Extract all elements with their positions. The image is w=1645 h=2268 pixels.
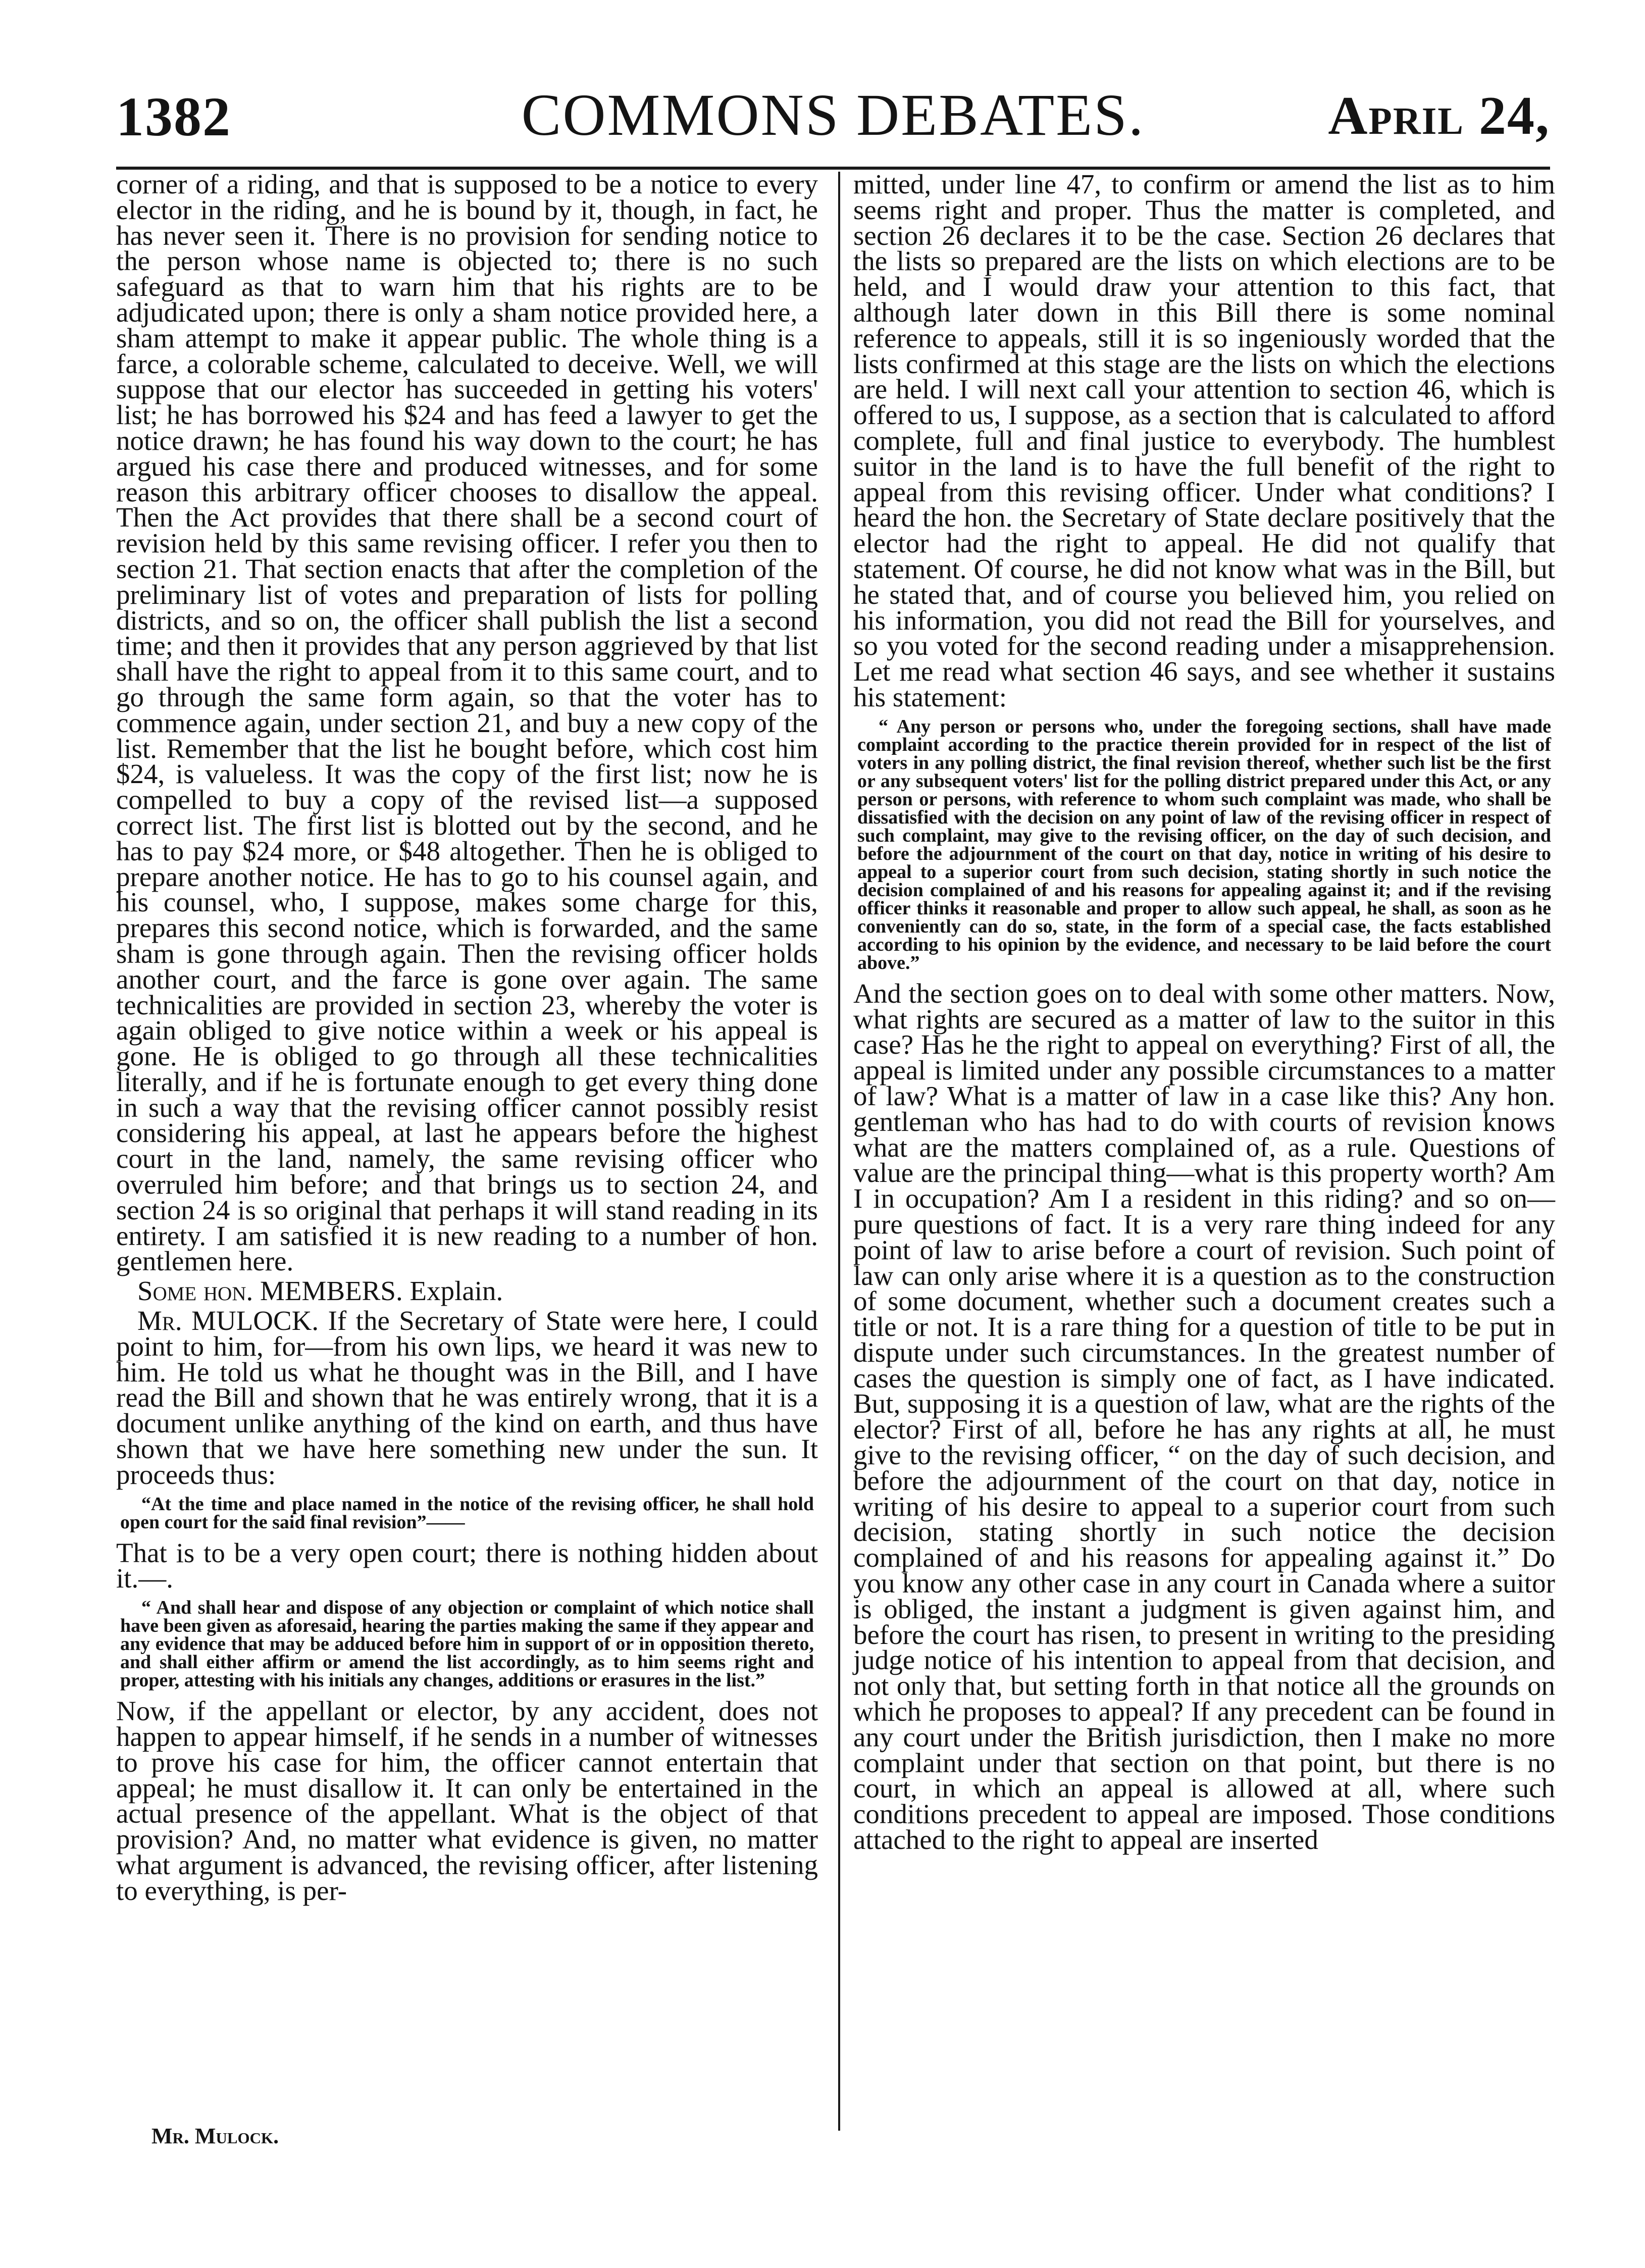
page-date: April 24, (1328, 86, 1550, 146)
speech-text: If the Secretary of State were here, I could point to him, for—from his own lips, we heard it was new to him. He told us what he thought was in the Bill, and I have read the Bill and shown that he was entirely wrong, that it is a document unlike anything of the kind on earth, and thus have shown that we have here something new under the sun. It proceeds thus: (116, 1305, 818, 1490)
speaker-name: Mr. MULOCK. (137, 1305, 319, 1336)
journal-title: COMMONS DEBATES. (521, 82, 1145, 148)
paragraph: And the section goes on to deal with some other matters. Now, what rights are secured as a matter of law to the suitor in this case? Has he the right to appeal on everything? First of all, the appeal is limited under any possible circumstances to a matter of law? What is a matter of law in a case like this? Any hon. gentleman who has had to do with courts of revision knows what are the matters complained of, as a rule. Questions of value are the principal thing—what is this property worth? Am I in occupation? Am I a resident in this riding? and so on—pure questions of fact. It is a very rare thing indeed for any point of law to arise before a court of revision. Such point of law can only arise where it is a question as to the construction of some document, whether such a document creates such a title or not. It is a rare thing for a question of title to be put in dispute under such circumstances. In the greatest number of cases the question is simply one of fact, as I have indicated. But, supposing it is a question of law, what are the rights of the elector? First of all, before he has any rights at all, he must give to the revising officer, “ on the day of such decision, and before the adjournment of the court on that day, notice in writing of his desire to appeal to a superior court from such decision, stating shortly in such notice the decision complained of and his reasons for appealing against it.” Do you know any other case in any court in Canada where a suitor is obliged, the instant a judgment is given against him, and before the court has risen, to present in writing to the presiding judge notice of his intention to appeal from that decision, and not only that, but setting forth in that notice all the grounds on which he proposes to appeal? If any precedent can be found in any court under the British jurisdiction, then I make no more complaint under that section on that point, but there is no court, in which an appeal is allowed at all, where such conditions precedent to appeal are imposed. Those conditions attached to the right to appeal are inserted (853, 977, 1555, 1855)
paragraph: Now, if the appellant or elector, by any accident, does not happen to appear himself, if he sends in a number of witnesses to prove his case for him, the officer cannot entertain that appeal; he must disallow it. It can only be entertained in the actual presence of the appellant. What is the object of that provision? And, no matter what evidence is given, no matter what argument is advanced, the revising officer, after listening to everything, is per- (116, 1695, 818, 1906)
left-column (116, 169, 818, 1908)
page-header (116, 81, 1550, 157)
paragraph (116, 1305, 818, 1490)
quoted-passage: “ Any person or persons who, under the foregoing sections, shall have made complaint according to the practice therein provided for in respect of the list of voters in any polling district, the final revision thereof, whether such list be the first or any subsequent voters' list for the polling district prepared under this Act, or any person or persons, with reference to whom such complaint was made, who shall be dissatisfied with the decision on any point of law of the revising officer in respect of such complaint, may give to the revising officer, on the day of such decision, and before the adjournment of the court on that day, notice in writing of his desire to appeal to a superior court from such decision, stating shortly in such notice the decision complained of and his reasons for appealing against it; and if the revising officer thinks it reasonable and proper to allow such appeal, he shall, as soon as he conveniently can do so, state, in the form of a special case, the facts established according to his opinion by the evidence, and necessary to be laid before the court above.” (857, 715, 1551, 973)
right-column (853, 169, 1555, 1857)
speaker-name: Some hon. MEMBERS. (137, 1275, 403, 1307)
quoted-passage: “At the time and place named in the notice of the revising officer, he shall hold open court for the said final revision”—— (120, 1493, 814, 1533)
paragraph (116, 1275, 818, 1307)
paragraph: That is to be a very open court; there is nothing hidden about it.—. (116, 1537, 818, 1594)
page-number: 1382 (116, 86, 231, 147)
paragraph: corner of a riding, and that is supposed to be a notice to every elector in the riding, and he is bound by it, though, in fact, he has never seen it. There is no provision for sending notice to the person whose name is objected to; there is no such safeguard as that to warn him that his rights are to be adjudicated upon; there is only a sham notice provided here, a sham attempt to make it appear public. The whole thing is a farce, a colorable scheme, calculated to deceive. Well, we will suppose that our elector has succeeded in getting his voters' list; he has borrowed his $24 and has feed a lawyer to get the notice drawn; he has found his way down to the court; he has argued his case there and produced witnesses, and for some reason this arbitrary officer chooses to disallow the appeal. Then the Act provides that there shall be a second court of revision held by this same revising officer. I refer you then to section 21. That section enacts that after the completion of the preliminary list of votes and preparation of lists for polling districts, and so on, the officer shall publish the list a second time; and then it provides that any person aggrieved by that list shall have the right to appeal from it to this same court, and to go through the same form again, so that the voter has to commence again, under section 21, and buy a new copy of the list. Remember that the list he bought before, which cost him $24, is valueless. It was the copy of the first list; now he is compelled to buy a copy of the revised list—a supposed correct list. The first list is blotted out by the second, and he has to pay $24 more, or $48 altogether. Then he is obliged to prepare another notice. He has to go to his counsel again, and his counsel, who, I suppose, makes some charge for this, prepares this second notice, which is forwarded, and the same sham is gone through again. Then the revising officer holds another court, and the farce is gone over again. The same technicalities are provided in section 23, whereby the voter is again obliged to give notice within a week or his appeal is gone. He is obliged to go through all these technicalities literally, and if he is fortunate enough to get every thing done in such a way that the revising officer cannot possibly resist considering his appeal, at last he appears before the highest court in the land, namely, the same revising officer who overruled him before; and that brings us to section 24, and section 24 is so original that perhaps it will stand reading in its entirety. I am satisfied it is new reading to a number of hon. gentlemen here. (116, 169, 818, 1277)
footer-speaker-name: Mr. Mulock. (151, 2124, 279, 2148)
paragraph: mitted, under line 47, to confirm or amend the list as to him seems right and proper. Thus the matter is completed, and section 26 declares it to be the case. Section 26 declares that the lists so prepared are the lists on which elections are to be held, and I would draw your attention to this fact, that although later down in this Bill there is some nominal reference to appeals, still it is so ingeniously worded that the lists confirmed at this stage are the lists on which the elections are held. I will next call your attention to section 46, which is offered to us, I suppose, as a section that is calculated to afford complete, full and final justice to everybody. The humblest suitor in the land is to have the full benefit of the right to appeal from this revising officer. Under what conditions? I heard the hon. the Secretary of State declare positively that the elector had the right to appeal. He did not qualify that statement. Of course, he did not know what was in the Bill, but he stated that, and of course you believed him, you relied on his information, you did not read the Bill for yourselves, and so you voted for the second reading under a misapprehension. Let me read what section 46 says, and see whether it sustains his statement: (853, 169, 1555, 712)
column-divider (838, 172, 840, 2131)
quoted-passage: “ And shall hear and dispose of any objection or complaint of which notice shall have been given as aforesaid, hearing the parties making the same if they appear and any evidence that may be adduced before him in support of or in opposition thereto, and shall either affirm or amend the list accordingly, as to him seems right and proper, attesting with his initials any changes, additions or erasures in the list.” (120, 1597, 814, 1691)
speech-text: Explain. (402, 1275, 503, 1307)
